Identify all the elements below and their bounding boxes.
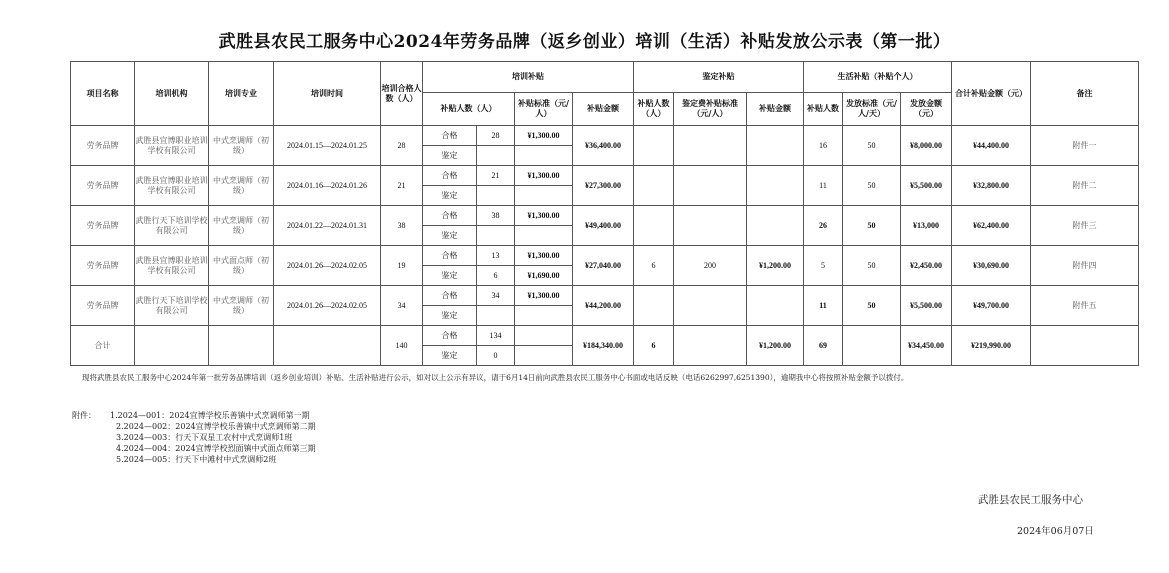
- cell-pass-label: 合格: [423, 126, 477, 146]
- issuer-signature: 武胜县农民工服务中心: [978, 494, 1083, 506]
- cell-total: ¥32,800.00: [952, 166, 1031, 206]
- totals-label: 合计: [71, 326, 135, 366]
- header-training-subsidy: 培训补贴: [423, 62, 634, 93]
- cell-project: 劳务品牌: [71, 246, 135, 286]
- cell-appr-count: [477, 306, 515, 326]
- cell-appr-label: 鉴定: [423, 266, 477, 286]
- cell-remarks: 附件二: [1031, 166, 1139, 206]
- header-appraisal-amount: 补贴金额: [747, 93, 804, 126]
- totals-row: [71, 326, 1139, 346]
- cell-remarks: 附件一: [1031, 126, 1139, 166]
- cell-appraisal-amount: [747, 206, 804, 246]
- cell-living-standard: 50: [843, 206, 901, 246]
- header-remarks: 备注: [1031, 62, 1139, 126]
- totals-subsidy-amount: ¥184,340.00: [573, 326, 634, 366]
- header-major: 培训专业: [209, 62, 274, 126]
- cell-qualified: 28: [381, 126, 423, 166]
- header-living-amount: 发放金额（元）: [901, 93, 952, 126]
- issue-date: 2024年06月07日: [1017, 526, 1094, 537]
- cell-major: 中式面点师（初级）: [209, 246, 274, 286]
- cell-pass-count: 28: [477, 126, 515, 146]
- cell-pass-standard: ¥1,300.00: [515, 166, 573, 186]
- totals-empty-time: [274, 326, 381, 366]
- cell-pass-count: 34: [477, 286, 515, 306]
- header-living-people: 补贴人数: [804, 93, 843, 126]
- totals-empty-appraisal-standard: [674, 326, 747, 366]
- cell-appr-standard: [515, 306, 573, 326]
- cell-appr-standard: ¥1,690.00: [515, 266, 573, 286]
- cell-qualified: 19: [381, 246, 423, 286]
- cell-living-standard: 50: [843, 126, 901, 166]
- cell-appraisal-people: [634, 166, 674, 206]
- cell-time: 2024.01.15—2024.01.25: [274, 126, 381, 166]
- cell-remarks: 附件四: [1031, 246, 1139, 286]
- header-living-standard: 发放标准（元/人/天）: [843, 93, 901, 126]
- cell-appr-count: [477, 186, 515, 206]
- cell-living-amount: ¥13,000: [901, 206, 952, 246]
- table-row: [71, 166, 1139, 186]
- cell-appr-standard: [515, 146, 573, 166]
- header-qualified-count: 培训合格人数（人）: [381, 62, 423, 126]
- cell-total: ¥44,400.00: [952, 126, 1031, 166]
- cell-total: ¥49,700.00: [952, 286, 1031, 326]
- cell-appraisal-standard: [674, 286, 747, 326]
- page-title: 武胜县农民工服务中心2024年劳务品牌（返乡创业）培训（生活）补贴发放公示表（第一批）: [218, 32, 951, 52]
- cell-living-people: 16: [804, 126, 843, 166]
- cell-living-standard: 50: [843, 166, 901, 206]
- cell-total: ¥30,690.00: [952, 246, 1031, 286]
- cell-pass-label: 合格: [423, 246, 477, 266]
- cell-subsidy-amount: ¥49,400.00: [573, 206, 634, 246]
- cell-appraisal-people: 6: [634, 246, 674, 286]
- totals-living-amount: ¥34,450.00: [901, 326, 952, 366]
- cell-project: 劳务品牌: [71, 206, 135, 246]
- cell-appraisal-amount: [747, 166, 804, 206]
- cell-project: 劳务品牌: [71, 286, 135, 326]
- totals-empty-living-standard: [843, 326, 901, 366]
- cell-pass-count: 13: [477, 246, 515, 266]
- cell-appraisal-amount: [747, 286, 804, 326]
- cell-living-people: 11: [804, 166, 843, 206]
- cell-living-people: 5: [804, 246, 843, 286]
- totals-empty-standard: [515, 326, 573, 346]
- cell-pass-count: 21: [477, 166, 515, 186]
- cell-remarks: 附件五: [1031, 286, 1139, 326]
- cell-institution: 武胜行天下培训学校有限公司: [135, 286, 209, 326]
- cell-qualified: 38: [381, 206, 423, 246]
- header-project: 项目名称: [71, 62, 135, 126]
- cell-major: 中式烹调师（初级）: [209, 206, 274, 246]
- cell-appr-standard: [515, 226, 573, 246]
- cell-subsidy-amount: ¥27,300.00: [573, 166, 634, 206]
- header-institution: 培训机构: [135, 62, 209, 126]
- attachment-item: 2.2024—002：2024宜博学校乐善镇中式烹调师第二期: [116, 422, 316, 431]
- cell-appraisal-standard: 200: [674, 246, 747, 286]
- cell-appr-count: [477, 146, 515, 166]
- table-row: [71, 126, 1139, 146]
- totals-empty-remarks: [1031, 326, 1139, 366]
- totals-appraisal-people: 6: [634, 326, 674, 366]
- totals-empty-institution: [135, 326, 209, 366]
- cell-appraisal-standard: [674, 206, 747, 246]
- header-appraisal-people: 补贴人数（人）: [634, 93, 674, 126]
- cell-pass-label: 合格: [423, 206, 477, 226]
- cell-living-amount: ¥5,500.00: [901, 286, 952, 326]
- cell-institution: 武胜县宜博职业培训学校有限公司: [135, 166, 209, 206]
- totals-empty-major: [209, 326, 274, 366]
- cell-appr-count: 6: [477, 266, 515, 286]
- totals-pass-count: 134: [477, 326, 515, 346]
- table-row: [71, 246, 1139, 266]
- attachments-label: 附件：: [72, 411, 96, 420]
- notice-text: 现将武胜县农民工服务中心2024年第一批劳务品牌培训（返乡创业培训）补贴、生活补贴进行公示，如对以上公示有异议，请于6月14日前向武胜县农民工服务中心书面或电话反映（电话6262997,6251390），逾期我中心将按照补贴金额予以拨付。: [82, 373, 909, 382]
- cell-qualified: 34: [381, 286, 423, 326]
- cell-living-amount: ¥5,500.00: [901, 166, 952, 206]
- attachment-item: 1.2024—001：2024宜博学校乐善镇中式烹调师第一期: [110, 411, 310, 420]
- cell-appraisal-amount: ¥1,200.00: [747, 246, 804, 286]
- header-living-subsidy: 生活补贴（补贴个人）: [804, 62, 952, 93]
- cell-qualified: 21: [381, 166, 423, 206]
- header-subsidy-people: 补贴人数（人）: [423, 93, 515, 126]
- cell-appr-label: 鉴定: [423, 146, 477, 166]
- attachment-item: 5.2024—005：行天下中滩村中式烹调师2班: [116, 455, 277, 464]
- cell-institution: 武胜县宜博职业培训学校有限公司: [135, 126, 209, 166]
- cell-pass-label: 合格: [423, 286, 477, 306]
- totals-total: ¥219,990.00: [952, 326, 1031, 366]
- cell-living-amount: ¥8,000.00: [901, 126, 952, 166]
- cell-living-people: 11: [804, 286, 843, 326]
- table-row: [71, 206, 1139, 226]
- cell-remarks: 附件三: [1031, 206, 1139, 246]
- cell-institution: 武胜县宜博职业培训学校有限公司: [135, 246, 209, 286]
- header-total-amount: 合计补贴金额（元）: [952, 62, 1031, 126]
- cell-appr-label: 鉴定: [423, 306, 477, 326]
- totals-pass-label: 合格: [423, 326, 477, 346]
- cell-appr-count: [477, 226, 515, 246]
- cell-institution: 武胜行天下培训学校有限公司: [135, 206, 209, 246]
- cell-subsidy-amount: ¥44,200.00: [573, 286, 634, 326]
- totals-empty-appr-standard: [515, 346, 573, 366]
- header-time: 培训时间: [274, 62, 381, 126]
- cell-appr-standard: [515, 186, 573, 206]
- cell-appr-label: 鉴定: [423, 226, 477, 246]
- totals-appraisal-amount: ¥1,200.00: [747, 326, 804, 366]
- cell-subsidy-amount: ¥27,040.00: [573, 246, 634, 286]
- header-subsidy-amount: 补贴金额: [573, 93, 634, 126]
- cell-living-standard: 50: [843, 246, 901, 286]
- cell-pass-count: 38: [477, 206, 515, 226]
- attachment-item: 3.2024—003：行天下双星工农村中式烹调师1班: [116, 433, 293, 442]
- cell-appraisal-amount: [747, 126, 804, 166]
- cell-major: 中式烹调师（初级）: [209, 166, 274, 206]
- cell-major: 中式烹调师（初级）: [209, 126, 274, 166]
- cell-living-standard: 50: [843, 286, 901, 326]
- header-appraisal-standard: 鉴定费补贴标准（元/人）: [674, 93, 747, 126]
- cell-time: 2024.01.22—2024.01.31: [274, 206, 381, 246]
- cell-pass-standard: ¥1,300.00: [515, 206, 573, 226]
- cell-project: 劳务品牌: [71, 166, 135, 206]
- cell-living-amount: ¥2,450.00: [901, 246, 952, 286]
- cell-pass-label: 合格: [423, 166, 477, 186]
- table-row: [71, 286, 1139, 306]
- cell-time: 2024.01.26—2024.02.05: [274, 286, 381, 326]
- cell-time: 2024.01.16—2024.01.26: [274, 166, 381, 206]
- cell-appraisal-people: [634, 206, 674, 246]
- cell-appr-label: 鉴定: [423, 186, 477, 206]
- attachment-item: 4.2024—004：2024宜博学校烈面镇中式面点师第三期: [116, 444, 316, 453]
- totals-appr-label: 鉴定: [423, 346, 477, 366]
- cell-pass-standard: ¥1,300.00: [515, 246, 573, 266]
- cell-major: 中式烹调师（初级）: [209, 286, 274, 326]
- cell-time: 2024.01.26—2024.02.05: [274, 246, 381, 286]
- cell-appraisal-standard: [674, 166, 747, 206]
- totals-living-people: 69: [804, 326, 843, 366]
- cell-subsidy-amount: ¥36,400.00: [573, 126, 634, 166]
- header-subsidy-standard: 补贴标准（元/人）: [515, 93, 573, 126]
- cell-pass-standard: ¥1,300.00: [515, 126, 573, 146]
- header-appraisal-subsidy: 鉴定补贴: [634, 62, 804, 93]
- cell-appraisal-people: [634, 126, 674, 166]
- subsidy-table: [70, 61, 1139, 366]
- cell-project: 劳务品牌: [71, 126, 135, 166]
- cell-appraisal-people: [634, 286, 674, 326]
- attachments-list: [72, 410, 316, 465]
- cell-appraisal-standard: [674, 126, 747, 166]
- cell-total: ¥62,400.00: [952, 206, 1031, 246]
- cell-pass-standard: ¥1,300.00: [515, 286, 573, 306]
- totals-appr-count: 0: [477, 346, 515, 366]
- cell-living-people: 26: [804, 206, 843, 246]
- totals-qualified: 140: [381, 326, 423, 366]
